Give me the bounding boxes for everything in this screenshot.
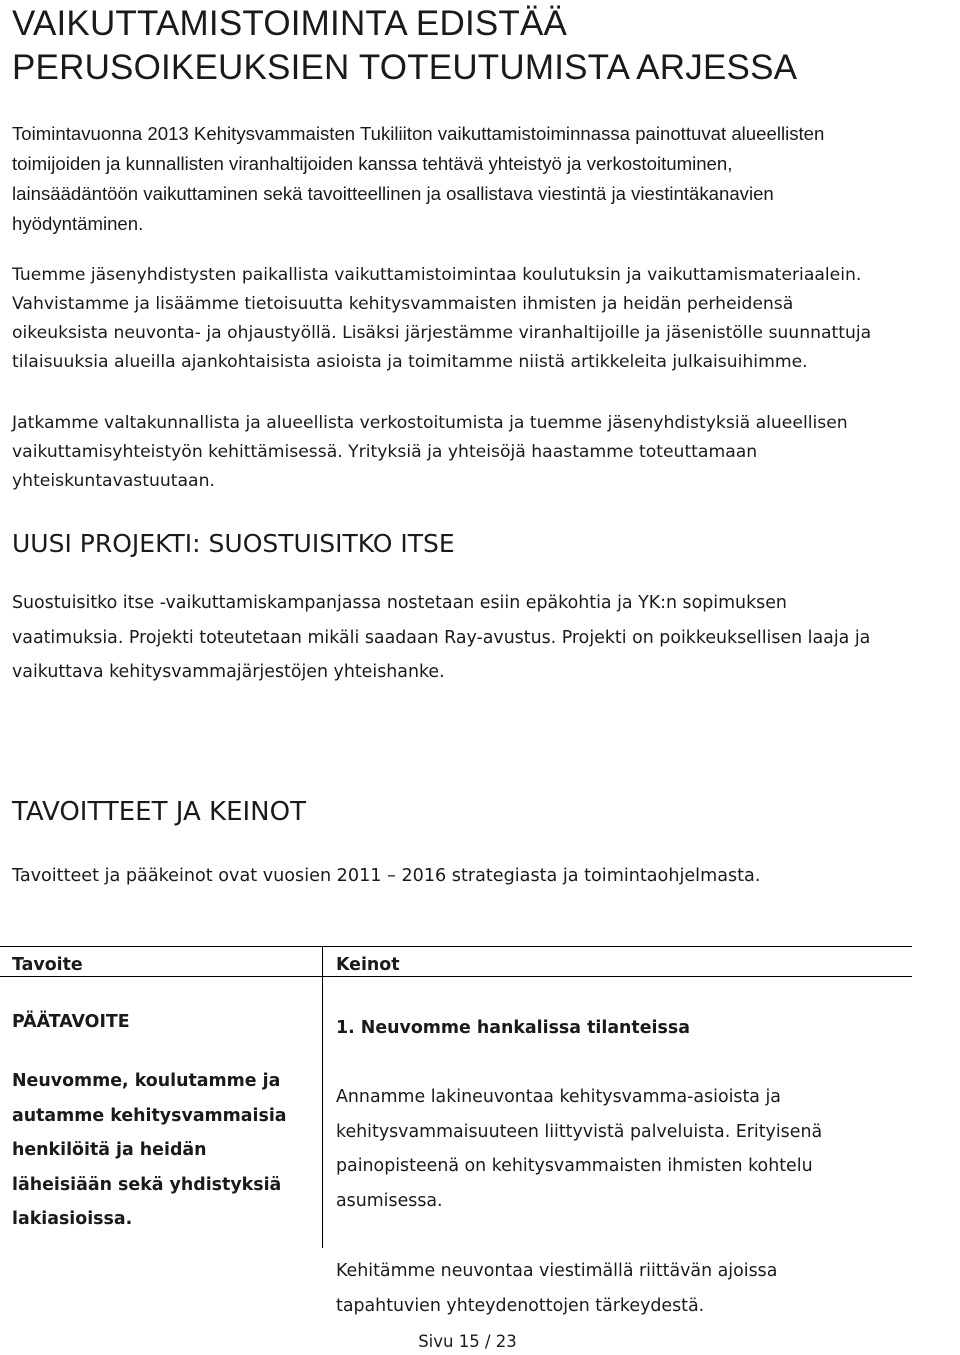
text-line: Tavoitteet ja pääkeinot ovat vuosien 2011 – 2016 strategiasta ja toimintaohjelmasta. — [12, 866, 761, 886]
table-header-border — [0, 976, 912, 977]
goals-heading: TAVOITTEET JA KEINOT — [12, 797, 306, 827]
text-line: kehitysvammaisuuteen liittyvistä palveluista. Erityisenä — [336, 1121, 823, 1142]
intro-paragraph — [12, 119, 958, 239]
table-top-border — [0, 946, 912, 947]
text-line: tilaisuuksia alueilla ajankohtaisista asioista ja toimitamme niistä artikkeleita julkaisuihimme. — [12, 352, 808, 372]
title-line: PERUSOIKEUKSIEN TOTEUTUMISTA ARJESSA — [12, 48, 798, 87]
text-line: Suostuisitko itse -vaikuttamiskampanjassa nostetaan esiin epäkohtia ja YK:n sopimuksen — [12, 593, 787, 613]
text-line: Annamme lakineuvontaa kehitysvamma-asioista ja — [336, 1087, 781, 1107]
page-number: Sivu 15 / 23 — [418, 1332, 517, 1351]
networking-paragraph — [12, 409, 958, 496]
goal-description — [12, 1064, 312, 1237]
text-line: Jatkamme valtakunnallista ja alueellista verkostoitumista ja tuemme jäsenyhdistyksiä alueellisen — [12, 413, 848, 433]
text-line: autamme kehitysvammaisia — [12, 1105, 287, 1126]
text-line: vaikuttamisyhteistyön kehittämisessä. Yrityksiä ja yhteisöjä haastamme toteuttamaan — [12, 442, 758, 462]
support-paragraph — [12, 261, 958, 377]
text-line: Toimintavuonna 2013 Kehitysvammaisten Tukiliiton vaikuttamistoiminnassa painottuvat alueellisten — [12, 123, 825, 144]
text-line: 1. Neuvomme hankalissa tilanteissa — [336, 1018, 690, 1038]
means-heading — [336, 1013, 916, 1043]
text-line: oikeuksista neuvonta- ja ohjaustyöllä. Lisäksi järjestämme viranhaltijoille ja jäsenistölle suunnattuja — [12, 323, 872, 343]
text-line: vaikuttava kehitysvammajärjestöjen yhteishanke. — [12, 662, 445, 682]
text-line: Tuemme jäsenyhdistysten paikallista vaikuttamistoimintaa koulutuksin ja vaikuttamismateriaalein. — [12, 265, 862, 285]
column-header-means: Keinot — [336, 955, 400, 975]
means-paragraph-2 — [336, 1254, 916, 1323]
text-line: yhteiskuntavastuutaan. — [12, 471, 215, 491]
means-paragraph-1 — [336, 1080, 916, 1218]
project-paragraph — [12, 586, 958, 690]
column-header-goal: Tavoite — [12, 955, 83, 975]
text-line: vaatimuksia. Projekti toteutetaan mikäli saadaan Ray-avustus. Projekti on poikkeuksellisen laaja ja — [12, 627, 871, 648]
title-line: VAIKUTTAMISTOIMINTA EDISTÄÄ — [12, 4, 568, 43]
text-line: Neuvomme, koulutamme ja — [12, 1071, 281, 1091]
goals-table — [0, 946, 960, 1326]
text-line: lainsäädäntöön vaikuttaminen sekä tavoitteellinen ja osallistava viestintä ja viestintäkanavien — [12, 183, 774, 204]
text-line: PÄÄTAVOITE — [12, 1012, 130, 1032]
text-line: asumisessa. — [336, 1190, 443, 1211]
project-heading: UUSI PROJEKTI: SUOSTUISITKO ITSE — [12, 529, 455, 558]
text-line: painopisteenä on kehitysvammaisten ihmisten kohtelu — [336, 1156, 813, 1177]
table-column-divider — [322, 946, 323, 1248]
text-line: Kehitämme neuvontaa viestimällä riittävän ajoissa — [336, 1261, 778, 1281]
text-line: tapahtuvien yhteydenottojen tärkeydestä. — [336, 1295, 705, 1316]
text-line: läheisiään sekä yhdistyksiä — [12, 1174, 282, 1195]
text-line: toimijoiden ja kunnallisten viranhaltijoiden kanssa tehtävä yhteistyö ja verkostoituminen, — [12, 153, 733, 174]
page-title — [12, 2, 952, 90]
goals-intro — [12, 862, 958, 891]
text-line: henkilöitä ja heidän — [12, 1140, 207, 1161]
text-line: Vahvistamme ja lisäämme tietoisuutta kehitysvammaisten ihmisten ja heidän perheidensä — [12, 294, 794, 314]
text-line: hyödyntäminen. — [12, 213, 144, 234]
text-line: lakiasioissa. — [12, 1209, 133, 1230]
goal-label — [12, 1007, 312, 1037]
